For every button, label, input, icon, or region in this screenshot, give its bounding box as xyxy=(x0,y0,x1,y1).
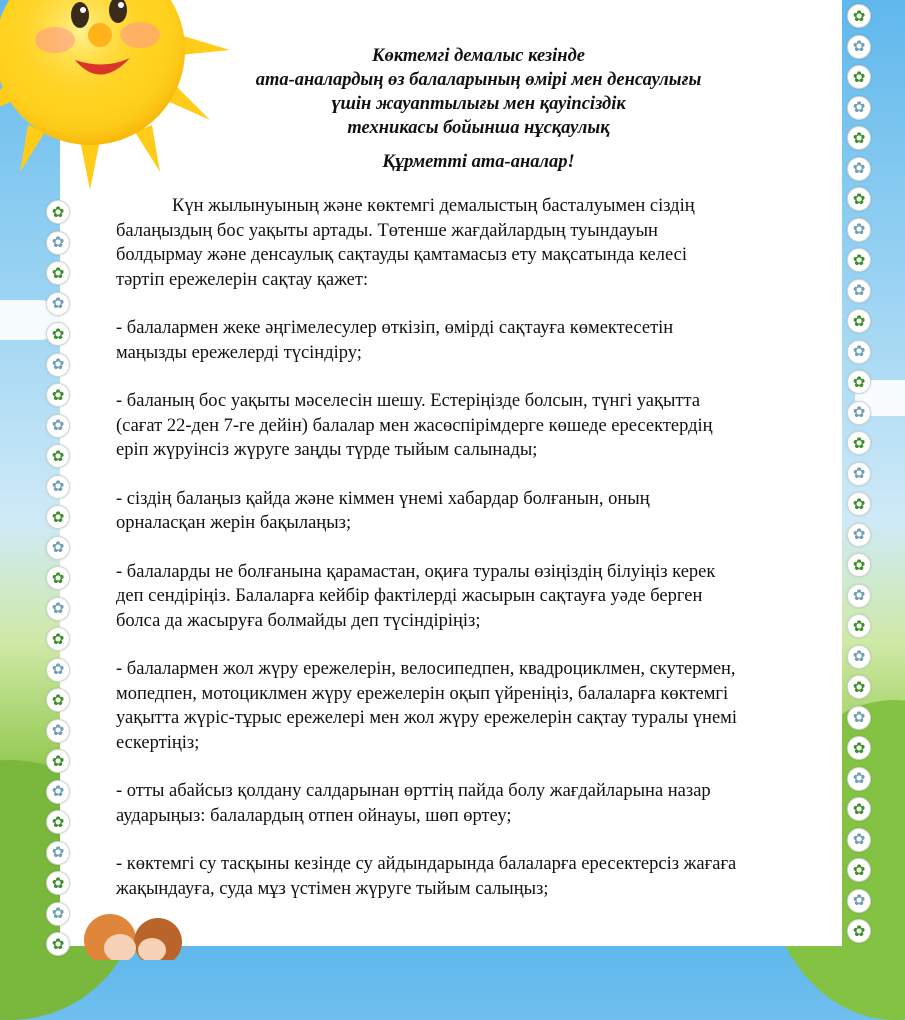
flower-icon: ✿ xyxy=(46,200,70,224)
right-flower-border xyxy=(845,0,871,946)
rule-item xyxy=(116,487,841,536)
flower-icon: ✿ xyxy=(847,340,871,364)
flower-icon: ✿ xyxy=(847,889,871,913)
rule-line: - отты абайсыз қолдану салдарынан өрттің пайда болу жағдайларына назар xyxy=(116,781,711,801)
intro-line: балаңыздың бос уақыты артады. Төтенше жағдайлардың туындауын xyxy=(116,220,658,241)
flower-icon: ✿ xyxy=(847,187,871,211)
flower-icon: ✿ xyxy=(46,902,70,926)
flower-icon: ✿ xyxy=(46,688,70,712)
flower-icon: ✿ xyxy=(46,658,70,682)
flower-icon: ✿ xyxy=(46,719,70,743)
title-line: Көктемгі демалыс кезінде xyxy=(372,46,585,66)
rule-line: деп сендіріңіз. Балаларға кейбір фактілерді жасырын сақтауға уәде берген xyxy=(116,586,703,606)
rule-line: - балалармен жеке әңгімелесулер өткізіп, өмірді сақтауға көмектесетін xyxy=(116,318,674,338)
flower-icon: ✿ xyxy=(847,645,871,669)
flower-icon: ✿ xyxy=(847,126,871,150)
rule-item xyxy=(116,657,841,755)
flower-icon: ✿ xyxy=(847,706,871,730)
flower-icon: ✿ xyxy=(847,614,871,638)
flower-icon: ✿ xyxy=(46,383,70,407)
flower-icon: ✿ xyxy=(46,536,70,560)
flower-icon: ✿ xyxy=(46,871,70,895)
flower-icon: ✿ xyxy=(847,401,871,425)
flower-icon: ✿ xyxy=(46,932,70,956)
flower-icon: ✿ xyxy=(46,414,70,438)
flower-icon: ✿ xyxy=(847,919,871,943)
flower-icon: ✿ xyxy=(847,797,871,821)
flower-icon: ✿ xyxy=(46,353,70,377)
flower-icon: ✿ xyxy=(847,492,871,516)
flower-icon: ✿ xyxy=(847,736,871,760)
flower-icon: ✿ xyxy=(46,475,70,499)
rule-line: мопедпен, мотоциклмен жүру ережелерін оқып үйреніңіз, балаларға көктемгі xyxy=(116,683,729,704)
rule-line: маңызды ережелерді түсіндіру; xyxy=(116,342,362,363)
rule-item xyxy=(116,852,841,901)
rule-item xyxy=(116,316,841,365)
flower-icon: ✿ xyxy=(847,4,871,28)
rule-line: еріп жүруінсіз жүруге заңды түрде тыйым салынады; xyxy=(116,440,538,460)
rule-line: жақындауға, суда мұз үстімен жүруге тыйым салыңыз; xyxy=(116,878,549,899)
document-title xyxy=(116,44,841,140)
flower-icon: ✿ xyxy=(46,261,70,285)
rule-line: ескертіңіз; xyxy=(116,732,200,753)
flower-icon: ✿ xyxy=(46,322,70,346)
flower-icon: ✿ xyxy=(46,841,70,865)
greeting: Құрметті ата-аналар! xyxy=(382,152,575,172)
flower-icon: ✿ xyxy=(847,767,871,791)
flower-icon: ✿ xyxy=(46,444,70,468)
flower-icon: ✿ xyxy=(847,157,871,181)
intro-line: Күн жылынуының және көктемгі демалыстың басталуымен сіздің xyxy=(172,196,695,216)
flower-icon: ✿ xyxy=(847,431,871,455)
flower-icon: ✿ xyxy=(46,292,70,316)
flower-icon: ✿ xyxy=(847,96,871,120)
flower-icon: ✿ xyxy=(847,462,871,486)
rule-line: - көктемгі су тасқыны кезінде су айдындарында балаларға ересектерсіз жағаға xyxy=(116,854,737,874)
flower-icon: ✿ xyxy=(847,309,871,333)
rule-line: уақытта жүріс-тұрыс ережелері мен жол жүру ережелерін сақтау туралы үнемі xyxy=(116,708,738,728)
title-line: ата-аналардың өз балаларының өмірі мен денсаулығы xyxy=(255,70,702,90)
flower-icon: ✿ xyxy=(847,858,871,882)
flower-icon: ✿ xyxy=(847,370,871,394)
flower-icon: ✿ xyxy=(46,231,70,255)
title-line: техникасы бойынша нұсқаулық xyxy=(347,118,610,138)
flower-icon: ✿ xyxy=(847,218,871,242)
rule-line: - баланың бос уақыты мәселесін шешу. Естеріңізде болсын, түнгі уақытта xyxy=(116,391,701,411)
rule-line: аударыңыз: балалардың отпен ойнауы, шөп өртеу; xyxy=(116,805,512,826)
intro-line: болдырмау және денсаулық сақтауды қамтамасыз ету мақсатында келесі xyxy=(116,245,687,265)
flower-icon: ✿ xyxy=(847,828,871,852)
flower-icon: ✿ xyxy=(847,65,871,89)
flower-icon: ✿ xyxy=(46,505,70,529)
intro-paragraph xyxy=(116,194,841,292)
flower-icon: ✿ xyxy=(847,523,871,547)
rule-line: болса да жасыруға болмайды деп түсіндіріңіз; xyxy=(116,610,481,631)
rule-line: - балаларды не болғанына қарамастан, оқиға туралы өзіңіздің білуіңіз керек xyxy=(116,561,716,582)
rule-item xyxy=(116,560,841,634)
flower-icon: ✿ xyxy=(46,627,70,651)
flower-icon: ✿ xyxy=(46,810,70,834)
intro-line: тәртіп ережелерін сақтау қажет: xyxy=(116,269,369,290)
rule-line: орналасқан жерін бақылаңыз; xyxy=(116,513,352,533)
flower-icon: ✿ xyxy=(847,584,871,608)
flower-icon: ✿ xyxy=(847,35,871,59)
rule-line: - сіздің балаңыз қайда және кіммен үнемі хабардар болғанын, оның xyxy=(116,488,650,509)
flower-icon: ✿ xyxy=(46,749,70,773)
flower-icon: ✿ xyxy=(46,566,70,590)
rule-line: (сағат 22-ден 7-ге дейін) балалар мен жасөспірімдерге көшеде ересектердің xyxy=(116,415,713,436)
flower-icon: ✿ xyxy=(46,597,70,621)
document-content xyxy=(116,44,841,901)
rule-line: - балалармен жол жүру ережелерін, велосипедпен, квадроциклмен, скутермен, xyxy=(116,659,736,679)
flower-icon: ✿ xyxy=(847,279,871,303)
rule-item xyxy=(116,779,841,828)
rule-item xyxy=(116,389,841,463)
flower-icon: ✿ xyxy=(847,553,871,577)
flower-icon: ✿ xyxy=(46,780,70,804)
flower-icon: ✿ xyxy=(847,248,871,272)
flower-icon: ✿ xyxy=(847,675,871,699)
title-line: үшін жауаптылығы мен қауіпсіздік xyxy=(331,94,626,114)
kids-illustration-icon xyxy=(80,900,190,960)
